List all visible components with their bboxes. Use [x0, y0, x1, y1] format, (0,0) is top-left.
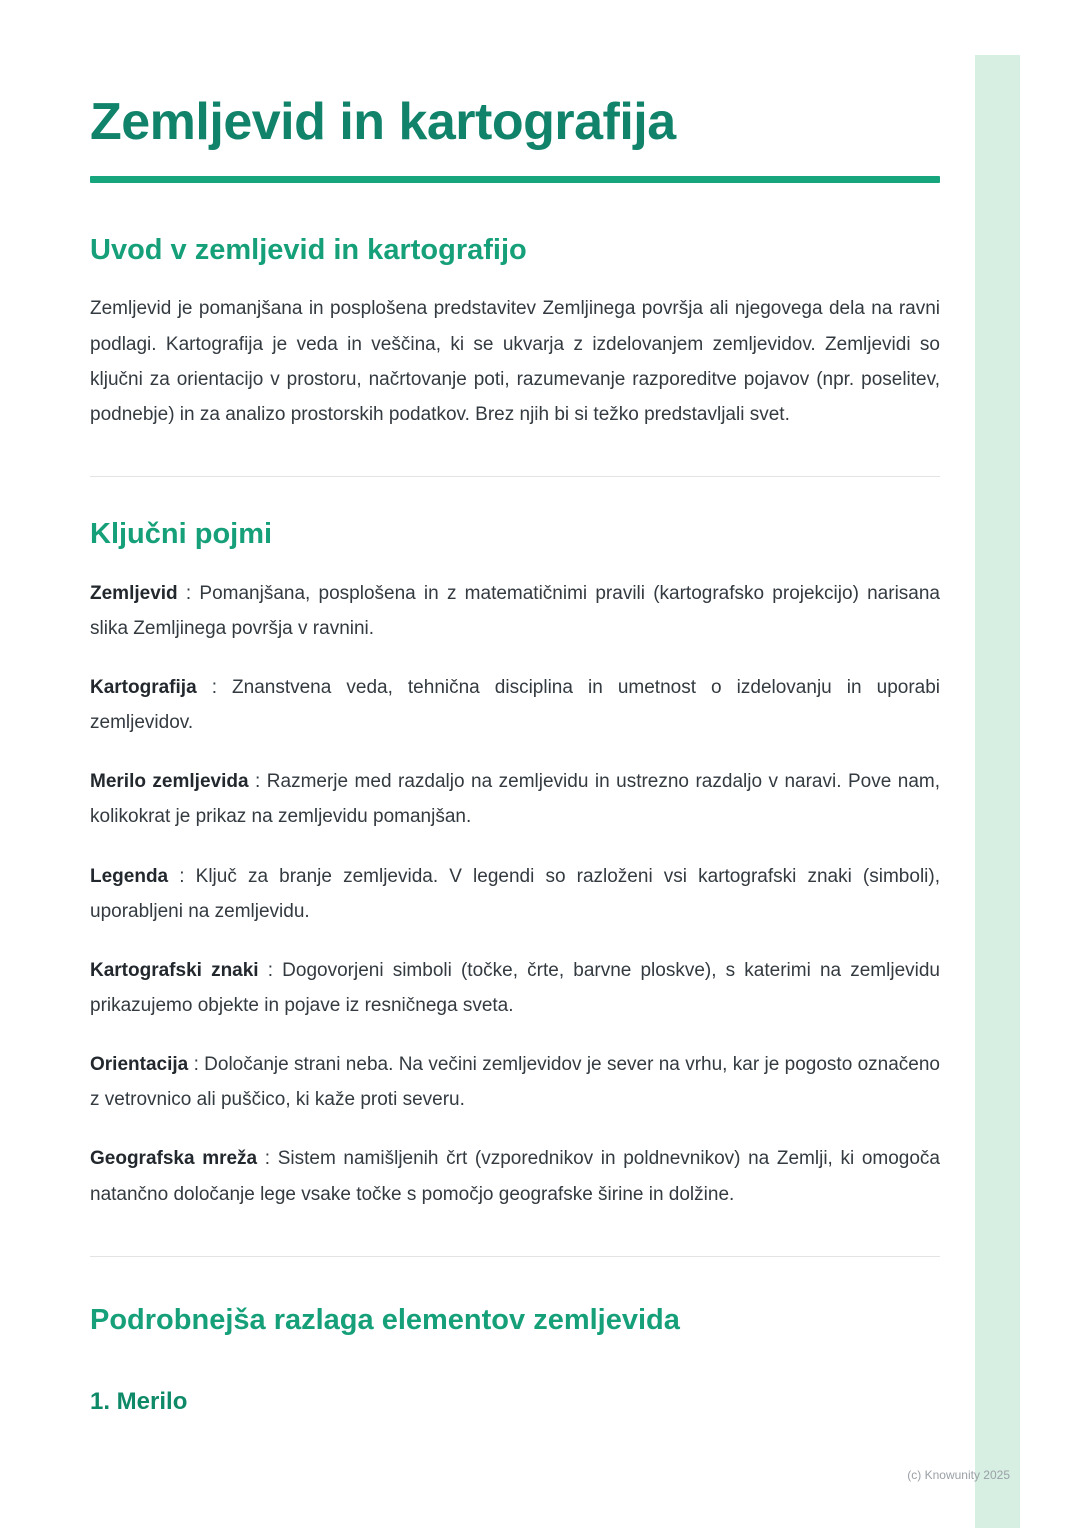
section-heading-key-terms: Ključni pojmi [90, 517, 273, 550]
definition-text: : Znanstvena veda, tehnična disciplina in umetnost o izdelovanju in uporabi zemljevidov. [90, 677, 941, 734]
definition-term: Kartografski znaki [90, 959, 259, 981]
definition-term: Orientacija [90, 1054, 189, 1076]
definition-term: Legenda [90, 865, 169, 887]
title-underline [90, 176, 940, 183]
definition-text: : Pomanjšana, posplošena in z matematičnimi pravili (kartografsko projekcijo) narisana slika Zemljinega površja v ravnini. [90, 582, 941, 639]
definition-geografska-mreza [90, 1141, 940, 1211]
intro-paragraph: Zemljevid je pomanjšana in posplošena predstavitev Zemljinega površja ali njegovega dela na ravni podlagi. Kartografija je veda in veščina, ki se ukvarja z izdelovanjem zemljevidov. Zemljevidi so ključni za orientacijo v prostoru, načrtovanje poti, razumevanje razporeditve pojavov (npr. poselitev, podnebje) in za analizo prostorskih podatkov. Brez njih bi si težko predstavljali svet. [90, 298, 940, 425]
definition-text: : Sistem namišljenih črt (vzporednikov in poldnevnikov) na Zemlji, ki omogoča natančno določanje lege vsake točke s pomočjo geografske širine in dolžine. [90, 1148, 941, 1205]
page-title: Zemljevid in kartografija [90, 93, 676, 151]
definition-merilo-zemljevida [90, 764, 940, 834]
section-divider-1 [90, 476, 940, 477]
definition-term: Kartografija [90, 677, 197, 699]
section-divider-2 [90, 1256, 940, 1257]
definition-text: : Razmerje med razdaljo na zemljevidu in ustrezno razdaljo v naravi. Pove nam, kolikokrat je prikaz na zemljevidu pomanjšan. [90, 771, 941, 828]
subsection-heading-merilo: 1. Merilo [90, 1387, 188, 1415]
definition-kartografija [90, 670, 940, 740]
definition-term: Merilo zemljevida [90, 771, 249, 793]
document-content [90, 0, 940, 1416]
definition-text: : Ključ za branje zemljevida. V legendi so razloženi vsi kartografski znaki (simboli), uporabljeni na zemljevidu. [90, 865, 940, 922]
definition-zemljevid [90, 576, 940, 646]
definition-legenda [90, 859, 940, 929]
footer-credit: (c) Knowunity 2025 [907, 1468, 1010, 1482]
definition-term: Geografska mreža [90, 1148, 258, 1170]
definition-orientacija [90, 1047, 940, 1117]
definition-kartografski-znaki [90, 953, 940, 1023]
section-heading-intro: Uvod v zemljevid in kartografijo [90, 233, 527, 266]
section-heading-details: Podrobnejša razlaga elementov zemljevida [90, 1303, 680, 1336]
definition-text: : Dogovorjeni simboli (točke, črte, barvne ploskve), s katerimi na zemljevidu prikazujemo objekte in pojave iz resničnega sveta. [90, 959, 940, 1017]
definition-term: Zemljevid [90, 582, 178, 604]
right-accent-strip [975, 55, 1020, 1528]
definition-text: : Določanje strani neba. Na večini zemljevidov je sever na vrhu, kar je pogosto označeno z vetrovnico ali puščico, ki kaže proti severu. [90, 1054, 940, 1111]
